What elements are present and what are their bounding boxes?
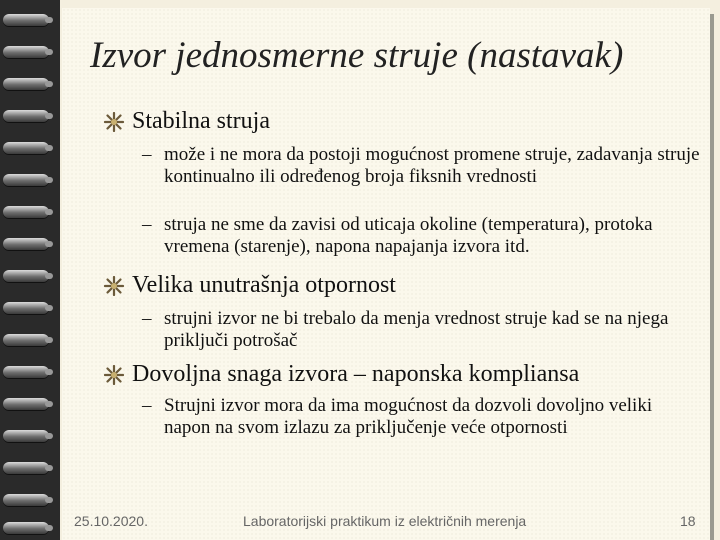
sub-bullet-text: Strujni izvor mora da ima mogućnost da dozvoli dovoljno veliki napon na svom izlazu za priključenje veće otpornosti — [164, 395, 653, 438]
sub-bullet-marker: – — [142, 395, 152, 416]
binding-ring — [3, 206, 49, 218]
binding-ring — [3, 334, 49, 346]
page-number: 18 — [680, 513, 696, 529]
notebook-binding — [0, 0, 60, 540]
binding-ring — [3, 78, 49, 90]
sub-bullet — [142, 144, 702, 188]
binding-ring — [3, 430, 49, 442]
binding-ring — [3, 46, 49, 58]
star-bullet-icon — [104, 365, 124, 385]
binding-ring — [3, 110, 49, 122]
binding-ring — [3, 14, 49, 26]
sub-bullet-text: može i ne mora da postoji mogućnost promene struje, zadavanja struje kontinualno ili određenog broja fiksnih vrednosti — [164, 144, 700, 187]
bullet-text: Stabilna struja — [132, 108, 270, 134]
binding-ring — [3, 174, 49, 186]
binding-ring — [3, 494, 49, 506]
footer-date: 25.10.2020. — [74, 513, 148, 529]
star-bullet-icon — [104, 276, 124, 296]
binding-ring — [3, 142, 49, 154]
sub-bullet — [142, 308, 702, 352]
binding-ring — [3, 270, 49, 282]
binding-ring — [3, 462, 49, 474]
sub-bullet-text: struja ne sme da zavisi od uticaja okoline (temperatura), protoka vremena (starenje), napona napajanja izvora itd. — [164, 214, 653, 257]
binding-ring — [3, 522, 49, 534]
slide-title: Izvor jednosmerne struje (nastavak) — [90, 35, 624, 76]
sub-bullet-marker: – — [142, 144, 152, 165]
binding-ring — [3, 302, 49, 314]
sub-bullet-marker: – — [142, 214, 152, 235]
bullet-text: Dovoljna snaga izvora – naponska kompliansa — [132, 361, 580, 387]
binding-ring — [3, 398, 49, 410]
binding-ring — [3, 366, 49, 378]
sub-bullet-text: strujni izvor ne bi trebalo da menja vrednost struje kad se na njega priključi potrošač — [164, 308, 669, 351]
sub-bullet-marker: – — [142, 308, 152, 329]
sub-bullet — [142, 395, 702, 439]
sub-bullet — [142, 214, 702, 258]
binding-ring — [3, 238, 49, 250]
footer-title: Laboratorijski praktikum iz električnih merenja — [243, 513, 527, 529]
bullet-text: Velika unutrašnja otpornost — [132, 272, 396, 298]
star-bullet-icon — [104, 112, 124, 132]
